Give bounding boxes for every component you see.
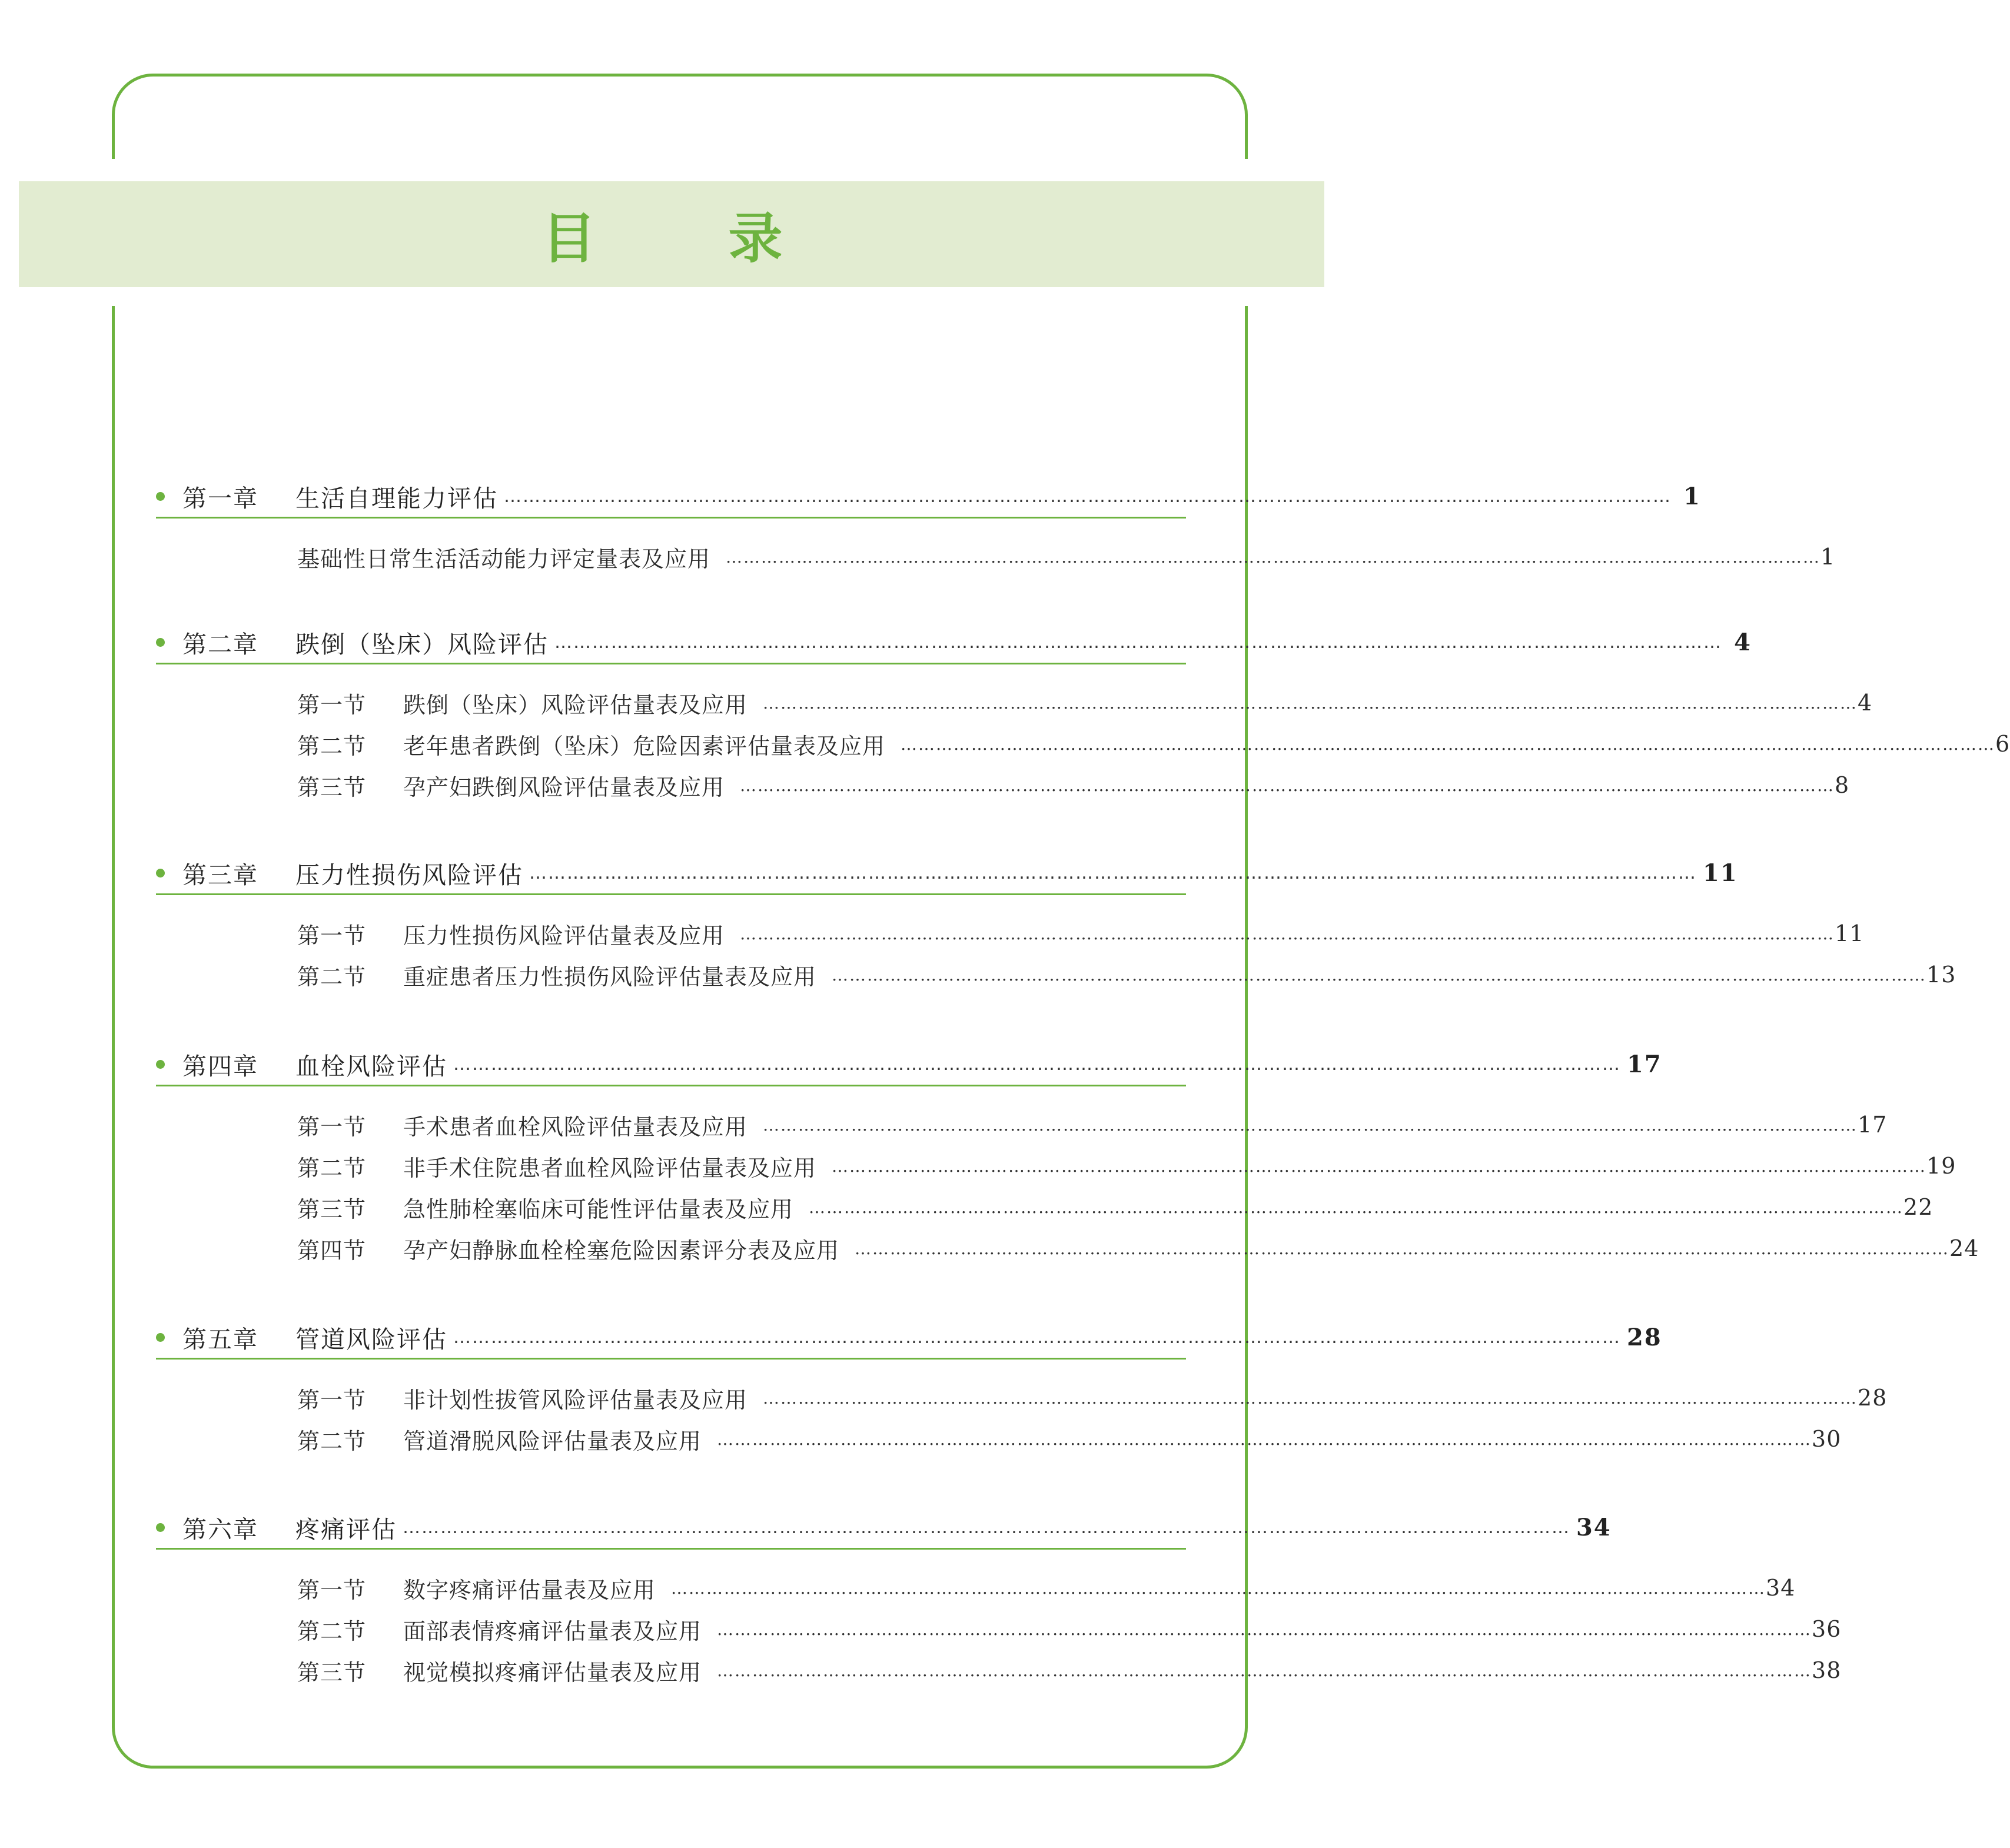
chapter-page: 1 xyxy=(1683,482,1701,510)
leader-dots: …………………………………………………………………………………………………………………………………………………………………… xyxy=(403,1517,1570,1538)
section-number: 第二节 xyxy=(297,1618,367,1644)
section-title: 急性肺栓塞临床可能性评估量表及应用 xyxy=(403,1196,794,1222)
section-row[interactable] xyxy=(297,726,2010,762)
leader-dots: …………………………………………………………………………………………………………………………………………………………………… xyxy=(763,1388,1858,1408)
section-number: 第二节 xyxy=(297,733,367,759)
section-title: 孕产妇跌倒风险评估量表及应用 xyxy=(403,774,725,800)
section-number: 第三节 xyxy=(297,1196,367,1222)
chapter-row[interactable] xyxy=(156,1507,1612,1550)
section-row[interactable] xyxy=(297,1653,1842,1688)
section-page: 11 xyxy=(1835,920,1865,946)
section-title: 管道滑脱风险评估量表及应用 xyxy=(403,1428,702,1454)
section-title: 孕产妇静脉血栓栓塞危险因素评分表及应用 xyxy=(403,1237,840,1264)
section-page: 22 xyxy=(1903,1194,1933,1220)
leader-dots: …………………………………………………………………………………………………………………………………………………………………… xyxy=(726,547,1821,567)
section-number: 第一节 xyxy=(297,692,367,718)
bullet-icon xyxy=(156,869,165,878)
section-title: 数字疼痛评估量表及应用 xyxy=(403,1577,656,1603)
chapter-page: 4 xyxy=(1734,628,1752,656)
bullet-icon xyxy=(156,638,165,647)
section-row[interactable] xyxy=(297,916,1865,951)
leader-dots: …………………………………………………………………………………………………………………………………………………………………… xyxy=(832,965,1927,985)
section-page: 34 xyxy=(1766,1575,1796,1601)
section-page: 6 xyxy=(1995,731,2010,757)
section-row[interactable] xyxy=(297,1107,1888,1142)
bullet-icon xyxy=(156,1060,165,1069)
section-number: 第一节 xyxy=(297,922,367,949)
section-row[interactable] xyxy=(297,1570,1796,1606)
section-row[interactable] xyxy=(297,957,1956,992)
leader-dots: …………………………………………………………………………………………………………………………………………………………………… xyxy=(855,1238,1950,1258)
section-title: 手术患者血栓风险评估量表及应用 xyxy=(403,1114,748,1140)
chapter-number: 第四章 xyxy=(182,1052,258,1081)
chapter-row[interactable] xyxy=(156,852,1738,895)
section-number: 第一节 xyxy=(297,1114,367,1140)
section-page: 28 xyxy=(1858,1385,1888,1411)
section-title: 非计划性拔管风险评估量表及应用 xyxy=(403,1387,748,1413)
chapter-title: 跌倒（坠床）风险评估 xyxy=(295,630,549,659)
bullet-icon xyxy=(156,492,165,501)
section-title: 压力性损伤风险评估量表及应用 xyxy=(403,922,725,949)
leader-dots: …………………………………………………………………………………………………………………………………………………………………… xyxy=(832,1156,1927,1176)
section-page: 8 xyxy=(1835,772,1850,798)
chapter-row[interactable] xyxy=(156,1043,1662,1086)
section-title: 跌倒（坠床）风险评估量表及应用 xyxy=(403,692,748,718)
chapter-row[interactable] xyxy=(156,476,1701,518)
chapter-page: 34 xyxy=(1576,1513,1612,1541)
chapter-page: 17 xyxy=(1627,1050,1662,1078)
title-char-2: 录 xyxy=(728,207,783,270)
leader-dots: …………………………………………………………………………………………………………………………………………………………………… xyxy=(717,1660,1812,1680)
chapter-number: 第二章 xyxy=(182,630,258,659)
chapter-page: 28 xyxy=(1627,1323,1662,1351)
section-number: 第二节 xyxy=(297,1155,367,1181)
section-page: 30 xyxy=(1812,1426,1842,1452)
section-number: 第一节 xyxy=(297,1577,367,1603)
section-number: 第二节 xyxy=(297,963,367,990)
leader-dots: …………………………………………………………………………………………………………………………………………………………………… xyxy=(453,1327,1621,1348)
section-number: 第三节 xyxy=(297,1659,367,1686)
section-page: 4 xyxy=(1858,690,1873,716)
leader-dots: …………………………………………………………………………………………………………………………………………………………………… xyxy=(453,1053,1621,1075)
bullet-icon xyxy=(156,1333,165,1342)
leader-dots: …………………………………………………………………………………………………………………………………………………………………… xyxy=(504,486,1672,507)
section-row[interactable] xyxy=(297,1380,1888,1415)
leader-dots: …………………………………………………………………………………………………………………………………………………………………… xyxy=(717,1619,1812,1639)
chapter-row[interactable] xyxy=(156,621,1752,664)
section-row[interactable] xyxy=(297,685,1873,720)
chapter-number: 第五章 xyxy=(182,1325,258,1354)
section-number: 第二节 xyxy=(297,1428,367,1454)
leader-dots: …………………………………………………………………………………………………………………………………………………………………… xyxy=(901,734,1996,754)
section-page: 38 xyxy=(1812,1657,1842,1683)
section-page: 13 xyxy=(1926,962,1956,988)
title-char-1: 目 xyxy=(541,207,596,270)
section-title: 视觉模拟疼痛评估量表及应用 xyxy=(403,1659,702,1686)
section-page: 36 xyxy=(1812,1616,1842,1642)
section-row[interactable] xyxy=(297,1611,1842,1647)
section-title: 基础性日常生活活动能力评定量表及应用 xyxy=(297,546,711,572)
section-page: 24 xyxy=(1949,1235,1979,1261)
chapter-page: 11 xyxy=(1703,859,1738,887)
section-page: 1 xyxy=(1820,544,1836,570)
chapter-title: 压力性损伤风险评估 xyxy=(295,860,523,889)
section-row[interactable] xyxy=(297,1421,1842,1457)
section-row[interactable] xyxy=(297,1231,1979,1266)
page-title xyxy=(0,181,1324,287)
chapter-title: 生活自理能力评估 xyxy=(295,484,498,513)
chapter-title: 管道风险评估 xyxy=(295,1325,447,1354)
section-title: 重症患者压力性损伤风险评估量表及应用 xyxy=(403,963,817,990)
leader-dots: …………………………………………………………………………………………………………………………………………………………………… xyxy=(763,693,1858,713)
chapter-number: 第一章 xyxy=(182,484,258,513)
leader-dots: …………………………………………………………………………………………………………………………………………………………………… xyxy=(740,775,1835,795)
leader-dots: …………………………………………………………………………………………………………………………………………………………………… xyxy=(671,1578,1766,1598)
section-row[interactable] xyxy=(297,1148,1956,1184)
section-row[interactable] xyxy=(297,539,1836,574)
leader-dots: …………………………………………………………………………………………………………………………………………………………………… xyxy=(809,1197,1904,1217)
chapter-title: 疼痛评估 xyxy=(295,1515,397,1544)
bullet-icon xyxy=(156,1523,165,1532)
section-number: 第三节 xyxy=(297,774,367,800)
leader-dots: …………………………………………………………………………………………………………………………………………………………………… xyxy=(529,862,1697,883)
section-page: 17 xyxy=(1858,1112,1888,1138)
chapter-number: 第三章 xyxy=(182,860,258,889)
section-row[interactable] xyxy=(297,767,1850,803)
chapter-row[interactable] xyxy=(156,1317,1662,1360)
chapter-title: 血栓风险评估 xyxy=(295,1052,447,1081)
leader-dots: …………………………………………………………………………………………………………………………………………………………………… xyxy=(554,631,1722,653)
section-page: 19 xyxy=(1926,1153,1956,1179)
section-row[interactable] xyxy=(297,1189,1933,1225)
section-title: 老年患者跌倒（坠床）危险因素评估量表及应用 xyxy=(403,733,886,759)
section-number: 第一节 xyxy=(297,1387,367,1413)
section-title: 非手术住院患者血栓风险评估量表及应用 xyxy=(403,1155,817,1181)
chapter-number: 第六章 xyxy=(182,1515,258,1544)
leader-dots: …………………………………………………………………………………………………………………………………………………………………… xyxy=(717,1429,1812,1449)
leader-dots: …………………………………………………………………………………………………………………………………………………………………… xyxy=(740,923,1835,943)
section-title: 面部表情疼痛评估量表及应用 xyxy=(403,1618,702,1644)
leader-dots: …………………………………………………………………………………………………………………………………………………………………… xyxy=(763,1115,1858,1135)
section-number: 第四节 xyxy=(297,1237,367,1264)
